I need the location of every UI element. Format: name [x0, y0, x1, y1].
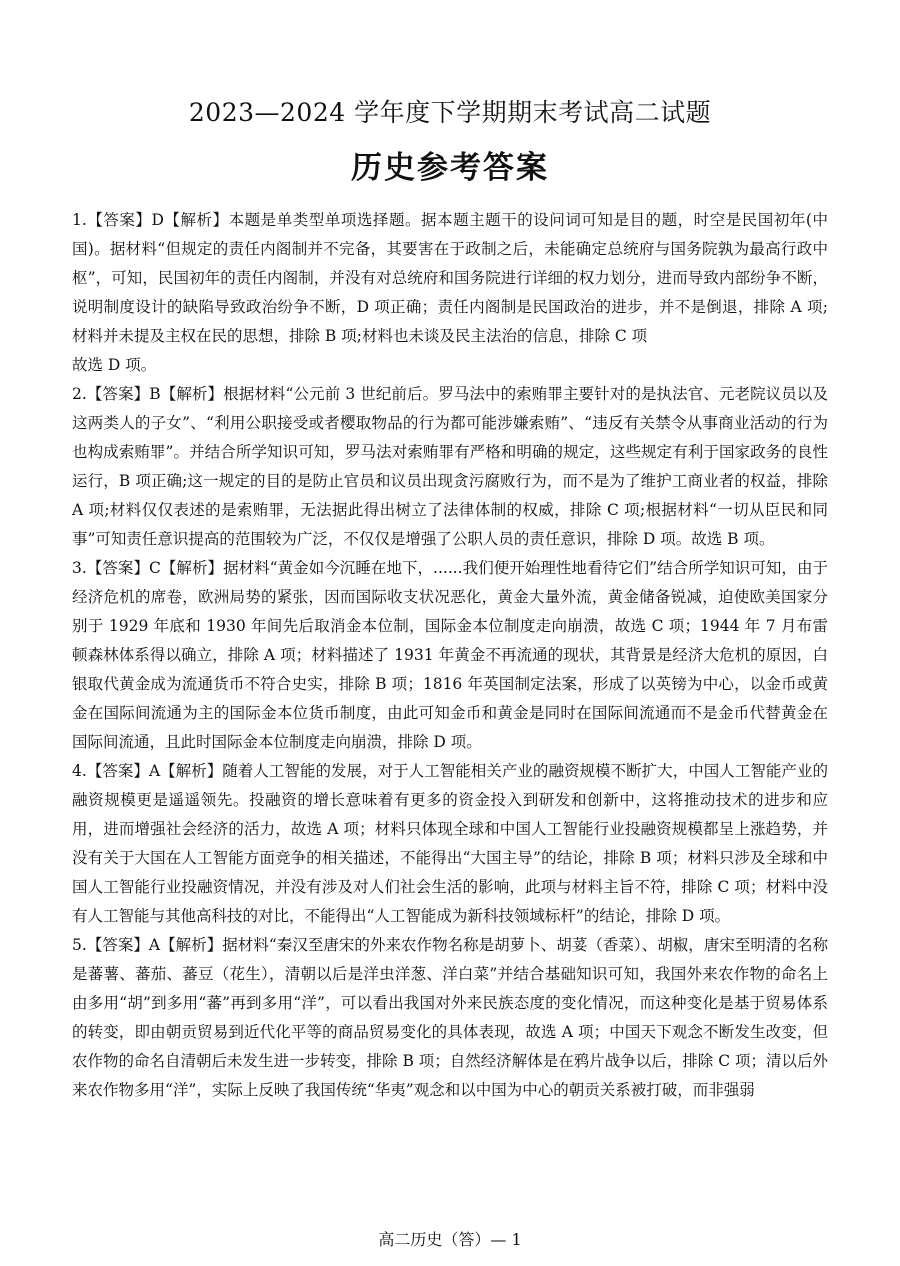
answer-subtitle: 历史参考答案	[351, 150, 549, 186]
answer-conclusion: 故选 D 项。	[72, 356, 157, 374]
exam-title: 2023—2024 学年度下学期期末考试高二试题	[188, 98, 712, 127]
answer-item	[72, 206, 828, 380]
answer-label: 3.【答案】C【解析】	[72, 559, 224, 577]
answer-item	[72, 757, 828, 931]
answer-explanation: 随着人工智能的发展，对于人工智能相关产业的融资规模不断扩大，中国人工智能产业的融资规模更是遥遥领先。投融资的增长意味着有更多的资金投入到研发和创新中，这将推动技术的进步和应用，进而增强社会经济的活力，故选 A 项；材料只体现全球和中国人工智能行业投融资规模都呈上涨趋势，并没有关于大国在人工智能方面竞争的相关描述，不能得出“大国主导”的结论，排除 B 项；材料只涉及全球和中国人工智能行业投融资情况，并没有涉及对人们社会生活的影响，此项与材料主旨不符，排除 C 项；材料中没有人工智能与其他高科技的对比，不能得出“人工智能成为新科技领域标杆”的结论，排除 D 项。	[72, 762, 828, 925]
answer-explanation: 根据材料“公元前 3 世纪前后。罗马法中的索贿罪主要针对的是执法官、元老院议员以及这两类人的子女”、“利用公职接受或者樱取物品的行为都可能涉嫌索贿”、“违反有关禁令从事商业活动的行为也构成索贿罪”。并结合所学知识可知，罗马法对索贿罪有严格和明确的规定，这些规定有利于国家政务的良性运行，B 项正确;这一规定的目的是防止官员和议员出现贪污腐败行为，而不是为了维护工商业者的权益，排除 A 项;材料仅仅表述的是索贿罪，无法据此得出树立了法律体制的权威，排除 C 项;根据材料“一切从臣民和同事”可知责任意识提高的范围较为广泛，不仅仅是增强了公职人员的责任意识，排除 D 项。故选 B 项。	[72, 385, 828, 548]
answer-label: 1.【答案】D【解析】	[72, 211, 229, 229]
answer-item	[72, 380, 828, 554]
answer-label: 5.【答案】A【解析】	[72, 936, 223, 954]
answer-explanation: 本题是单类型单项选择题。据本题主题干的设问词可知是目的题，时空是民国初年(中国)。据材料“但规定的责任内阁制并不完备，其要害在于政制之后，未能确定总统府与国务院孰为最高行政中枢”，可知，民国初年的责任内阁制，并没有对总统府和国务院进行详细的权力划分，进而导致内部纷争不断，说明制度设计的缺陷导致政治纷争不断，D 项正确；责任内阁制是民国政治的进步，并不是倒退，排除 A 项;材料并未提及主权在民的思想，排除 B 项;材料也未谈及民主法治的信息，排除 C 项	[72, 211, 828, 345]
answer-explanation: 据材料“黄金如今沉睡在地下，......我们便开始理性地看待它们”结合所学知识可知，由于经济危机的席卷，欧洲局势的紧张，因而国际收支状况恶化，黄金大量外流，黄金储备锐减，迫使欧美国家分别于 1929 年底和 1930 年间先后取消金本位制，国际金本位制度走向崩溃，故选 C 项；1944 年 7 月布雷顿森林体系得以确立，排除 A 项；材料描述了 1931 年黄金不再流通的现状，其背景是经济大危机的原因，白银取代黄金成为流通货币不符合史实，排除 B 项；1816 年英国制定法案，形成了以英镑为中心，以金币或黄金在国际间流通为主的国际金本位货币制度，由此可知金币和黄金是同时在国际间流通而不是金币代替黄金在国际间流通，且此时国际金本位制度走向崩溃，排除 D 项。	[72, 559, 828, 751]
answer-item	[72, 554, 828, 757]
answer-explanation: 据材料“秦汉至唐宋的外来农作物名称是胡萝卜、胡荽（香菜）、胡椒，唐宋至明清的名称是蕃薯、蕃茄、蕃豆（花生），清朝以后是洋虫洋葱、洋白菜”并结合基础知识可知，我国外来农作物的命名上由多用“胡”到多用“蕃”再到多用“洋”，可以看出我国对外来民族态度的变化情况，而这种变化是基于贸易体系的转变，即由朝贡贸易到近代化平等的商品贸易变化的具体表现，故选 A 项；中国天下观念不断发生改变，但农作物的命名自清朝后未发生进一步转变，排除 B 项；自然经济解体是在鸦片战争以后，排除 C 项；清以后外来农作物多用“洋”，实际上反映了我国传统“华夷”观念和以中国为中心的朝贡关系被打破，而非强弱	[72, 936, 828, 1099]
answer-item	[72, 931, 828, 1105]
answer-label: 2.【答案】B【解析】	[72, 385, 224, 403]
page-footer: 高二历史（答）— 1	[378, 1230, 522, 1249]
answer-label: 4.【答案】A【解析】	[72, 762, 223, 780]
answer-list	[72, 206, 828, 1105]
